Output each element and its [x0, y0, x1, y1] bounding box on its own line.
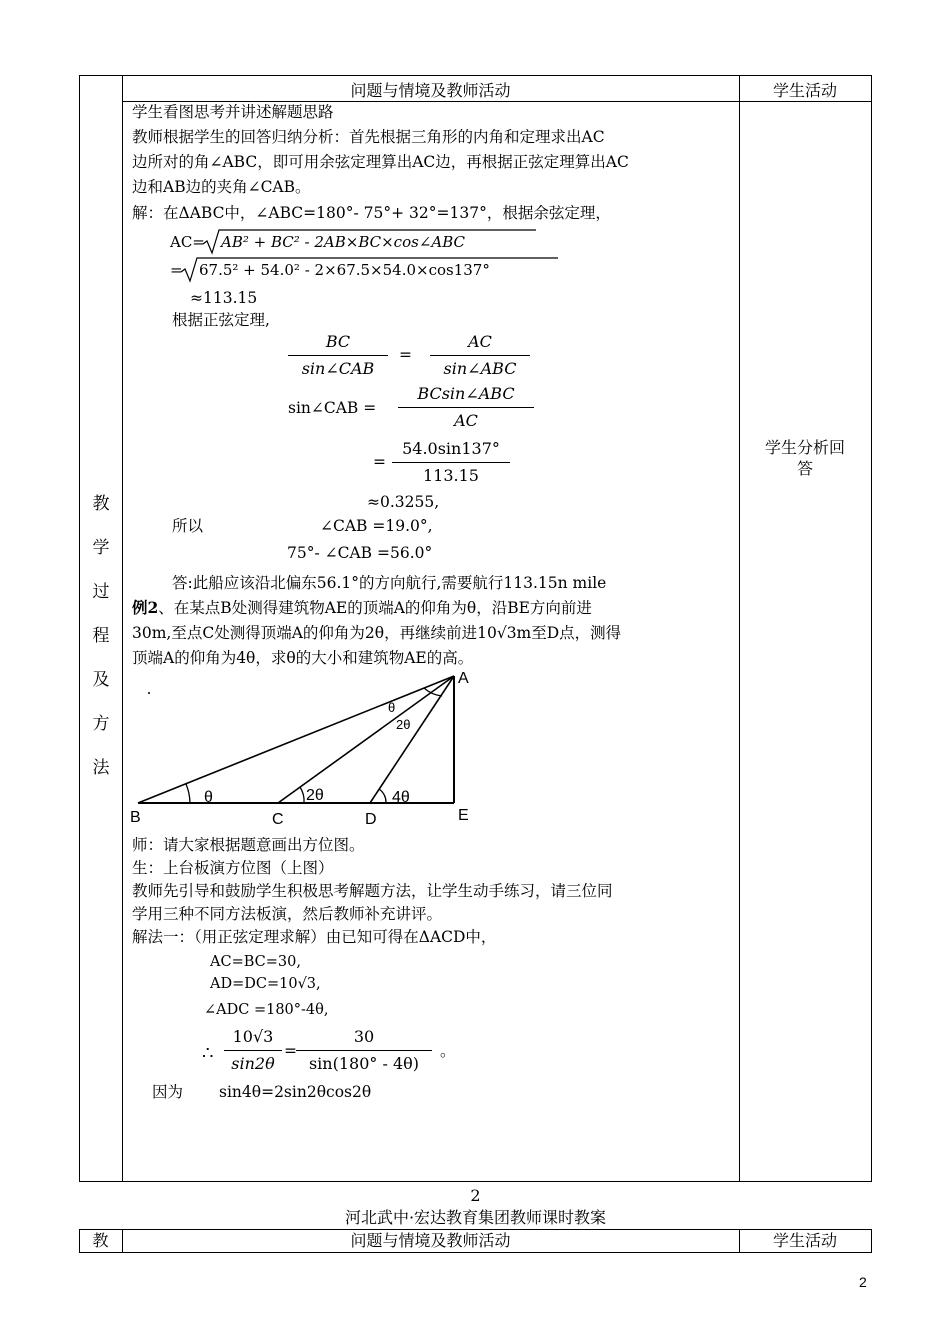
next-table-top-border: [79, 1229, 872, 1230]
fraction-ac-over-sin-abc: [430, 329, 530, 382]
left-label-char: 学: [92, 538, 110, 558]
therefore-symbol: ∴: [202, 1043, 214, 1064]
method-1-ac-bc: AC=BC=30,: [210, 954, 301, 970]
angle-4theta-label: 4θ: [392, 789, 410, 806]
ac-label: AC=: [170, 233, 205, 251]
sin-cab-label: sin∠CAB =: [288, 399, 377, 417]
fraction-10root3-over-sin2theta: [224, 1024, 282, 1077]
fraction-denominator: sin(180° - 4θ): [308, 1054, 420, 1073]
table-right-border: [871, 75, 872, 1182]
example-2-line1: [132, 597, 592, 619]
next-header-left: 教: [92, 1231, 109, 1250]
top-theta-label: θ: [388, 700, 396, 715]
so-label: 所以: [172, 517, 204, 535]
table-left-border: [79, 75, 80, 1182]
triangle-diagram: [128, 668, 478, 828]
fraction-denominator: sin∠CAB: [301, 359, 375, 378]
example-2-line3: 顶端A的仰角为4θ，求θ的大小和建筑物AE的高。: [132, 649, 474, 667]
diagram-dot: [148, 692, 150, 694]
next-table-bottom-border: [79, 1252, 872, 1253]
angle-cab-result: ∠CAB =19.0°,: [320, 517, 433, 535]
fraction-30-over-sin: [296, 1024, 432, 1077]
teacher-guidance-line2: 学用三种不同方法板演，然后教师补充讲评。: [132, 905, 443, 923]
equals-sign: =: [284, 1042, 297, 1060]
approx-ac: ≈113.15: [190, 289, 258, 307]
student-activity-note-line2: 答: [796, 459, 813, 478]
angle-difference: 75°- ∠CAB =56.0°: [287, 544, 433, 562]
table-top-border: [79, 75, 872, 76]
ac-formula: AB² + BC² - 2AB×BC×cos∠ABC: [221, 233, 465, 251]
angle-arc-d: [379, 789, 386, 803]
ac-formula-numeric: 67.5² + 54.0² - 2×67.5×54.0×cos137°: [199, 261, 490, 279]
fraction-numerator: 10√3: [224, 1024, 282, 1051]
teacher-line: 师：请大家根据题意画出方位图。: [132, 836, 365, 854]
next-table-right-border: [871, 1229, 872, 1253]
paragraph-2-line2: 边所对的角∠ABC，即可用余弦定理算出AC边，再根据正弦定理算出AC: [132, 153, 629, 171]
sine-law-label: 根据正弦定理,: [172, 311, 270, 329]
left-label-char: 方: [92, 714, 110, 734]
line-ad: [370, 676, 454, 803]
because-expression: sin4θ=2sin2θcos2θ: [219, 1083, 372, 1101]
table-bottom-border: [79, 1181, 872, 1182]
paragraph-1: 学生看图思考并讲述解题思路: [132, 103, 334, 121]
fraction-numeric: [392, 436, 510, 489]
answer-line: 答:此船应该沿北偏东56.1°的方向航行,需要航行113.15n mile: [172, 574, 607, 592]
point-b-label: B: [130, 809, 141, 826]
paragraph-2-line1: 教师根据学生的回答归纳分析：首先根据三角形的内角和定理求出AC: [132, 128, 605, 146]
line-ab: [138, 676, 454, 803]
fraction-numerator: 30: [296, 1024, 432, 1051]
fraction-denominator: 113.15: [423, 466, 479, 485]
solution-line1: 解：在ΔABC中，∠ABC=180°- 75°+ 32°=137°，根据余弦定理，: [132, 204, 611, 222]
left-label-char: 教: [92, 494, 110, 514]
angle-theta-label: θ: [204, 789, 213, 806]
point-e-label: E: [458, 807, 469, 824]
method-1-intro: 解法一：（用正弦定理求解）由已知可得在ΔACD中，: [132, 928, 497, 946]
line-ac: [278, 676, 454, 803]
equals-sign: =: [373, 453, 386, 471]
fraction-bc-over-sin-cab: [288, 329, 388, 382]
teacher-guidance-line1: 教师先引导和鼓励学生积极思考解题方法，让学生动手练习，请三位同: [132, 882, 613, 900]
fraction-numerator: 54.0sin137°: [392, 436, 510, 463]
angle-arc-c: [300, 787, 304, 803]
equals-sign: =: [399, 346, 412, 364]
example-2-line2: 30m,至点C处测得顶端A的仰角为2θ，再继续前进10√3m至D点，测得: [132, 624, 622, 642]
left-label-char: 及: [92, 670, 110, 690]
next-header-mid: 问题与情境及教师活动: [350, 1231, 511, 1250]
angle-arc-b: [186, 784, 190, 803]
point-d-label: D: [365, 811, 377, 828]
angle-2theta-label: 2θ: [306, 787, 324, 804]
fraction-numerator: BCsin∠ABC: [398, 381, 534, 408]
example-2-text: 、在某点B处测得建筑物AE的顶端A的仰角为θ，沿BE方向前进: [158, 599, 592, 617]
header-col-mid: 问题与情境及教师活动: [350, 81, 511, 100]
fraction-denominator: sin∠ABC: [443, 359, 517, 378]
point-a-label: A: [458, 670, 469, 687]
fraction-numerator: BC: [288, 329, 388, 356]
school-name: 河北武中·宏达教育集团教师课时教案: [344, 1208, 607, 1227]
col-divider-right: [739, 75, 740, 1182]
fraction-bc-sin-abc-over-ac: [398, 381, 534, 434]
fraction-denominator: sin2θ: [231, 1054, 275, 1073]
left-label-char: 程: [92, 626, 110, 646]
example-2-label: 例2: [132, 598, 159, 617]
fraction-numerator: AC: [430, 329, 530, 356]
ac-eq-sign: =: [170, 261, 183, 279]
method-1-angle-adc: ∠ADC =180°-4θ,: [204, 1002, 329, 1018]
because-label: 因为: [152, 1083, 184, 1101]
student-line: 生：上台板演方位图（上图）: [132, 859, 334, 877]
left-label-char: 法: [92, 758, 110, 778]
student-activity-note-line1: 学生分析回: [764, 438, 845, 457]
approx-sin: ≈0.3255,: [367, 493, 440, 511]
corner-page-number: 2: [859, 1274, 867, 1290]
period-mark: 。: [440, 1042, 456, 1060]
page-number: 2: [470, 1186, 481, 1205]
next-header-right: 学生活动: [772, 1231, 837, 1250]
fraction-denominator: AC: [454, 411, 478, 430]
point-c-label: C: [272, 811, 284, 828]
top-2theta-label: 2θ: [396, 717, 411, 732]
header-col-right: 学生活动: [772, 81, 837, 100]
col-divider-left: [122, 75, 123, 1182]
paragraph-2-line3: 边和AB边的夹角∠CAB。: [132, 178, 311, 196]
method-1-ad-dc: AD=DC=10√3,: [210, 976, 321, 992]
left-label-char: 过: [92, 582, 110, 602]
